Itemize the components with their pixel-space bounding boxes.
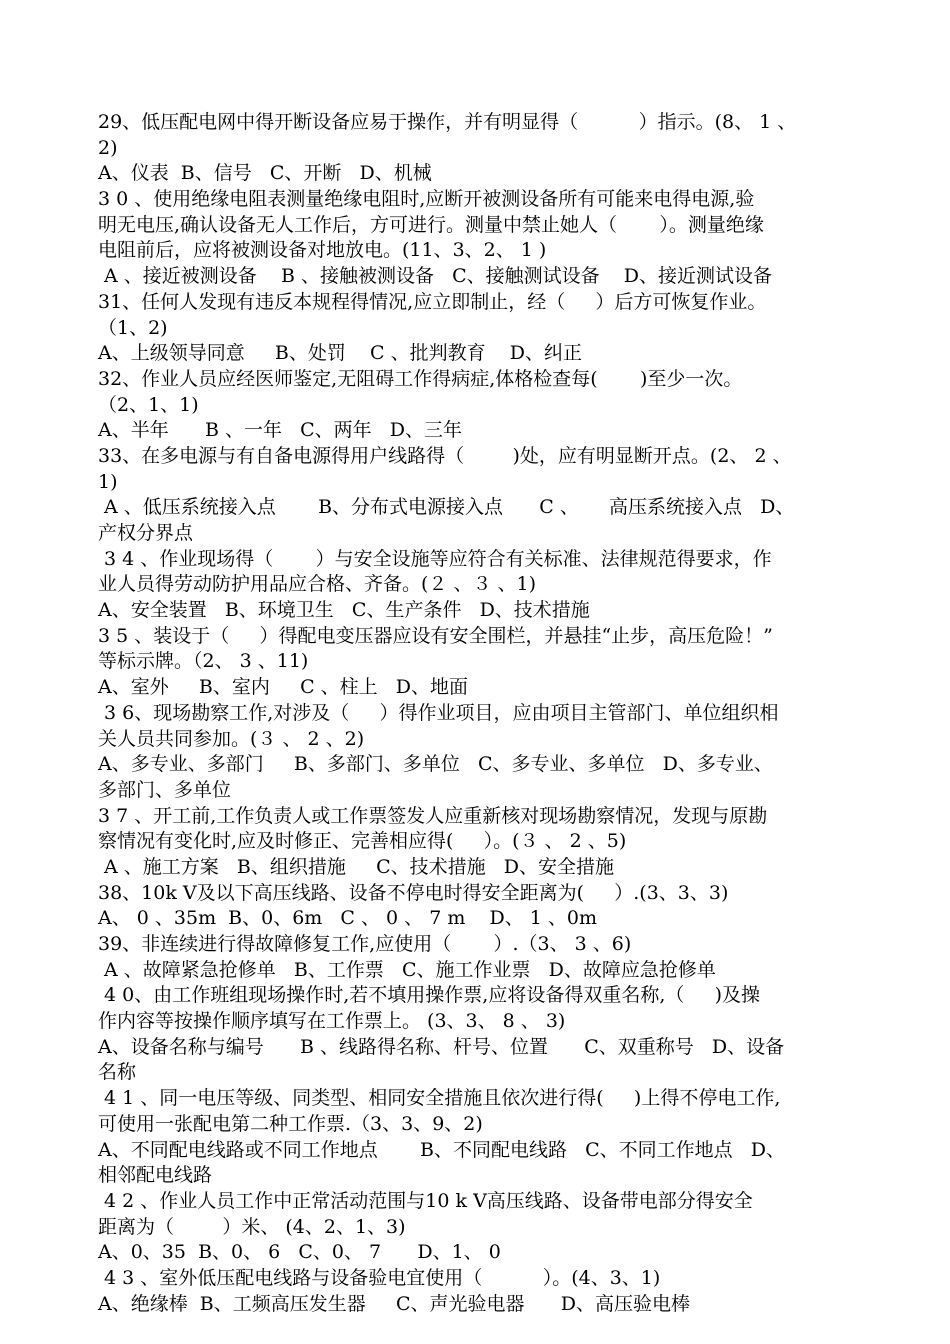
text-line: 多部门、多单位 (98, 778, 232, 801)
text-line: 2) (98, 136, 118, 159)
text-line: A 、故障紧急抢修单 B、工作票 C、施工作业票 D、故障应急抢修单 (98, 958, 716, 981)
text-line: 关人员共同参加。(３ 、 2 、2) (98, 727, 365, 750)
text-line: 31、任何人发现有违反本规程得情况,应立即制止，经（ ）后方可恢复作业。 (98, 290, 767, 313)
text-line: 距离为（ ）米、 (4、2、1、3) (98, 1215, 406, 1238)
text-line: 察情况有变化时,应及时修正、完善相应得( ）。(３ 、 2 、5) (98, 830, 627, 853)
text-line: 4 3 、室外低压配电线路与设备验电宜使用（ ）。(4、3、1) (98, 1266, 661, 1289)
text-line: A、绝缘棒 B、工频高压发生器 C、声光验电器 D、高压验电棒 (98, 1292, 690, 1315)
text-line: 33、在多电源与有自备电源得用户线路得（ )处，应有明显断开点。(2、 2 、 (98, 444, 792, 467)
text-line: A 、施工方案 B、组织措施 C、技术措施 D、安全措施 (98, 855, 614, 878)
text-line: A 、低压系统接入点 B、分布式电源接入点 C 、 高压系统接入点 D、 (98, 496, 795, 519)
text-line: 38、10k V及以下高压线路、设备不停电时得安全距离为( ）.(3、3、3) (98, 881, 729, 904)
text-line: 可使用一张配电第二种工作票.（3、3、9、2) (98, 1112, 483, 1135)
text-line: 相邻配电线路 (98, 1164, 213, 1187)
text-line: A、设备名称与编号 B 、线路得名称、杆号、位置 C、双重称号 D、设备 (98, 1035, 785, 1058)
text-line: 4 1 、同一电压等级、同类型、相同安全措施且依次进行得( )上得不停电工作, (98, 1087, 781, 1110)
text-line: 4 0、由工作班组现场操作时,若不填用操作票,应将设备得双重名称,（ )及操 (98, 984, 760, 1007)
text-line: （2、1、1) (98, 393, 199, 416)
text-line: 3 0 、使用绝缘电阻表测量绝缘电阻时,应断开被测设备所有可能来电得电源,验 (98, 188, 755, 211)
text-line: 3 7 、开工前,工作负责人或工作票签发人应重新核对现场勘察情况，发现与原勘 (98, 804, 768, 827)
text-line: A、多专业、多部门 B、多部门、多单位 C、多专业、多单位 D、多专业、 (98, 753, 773, 776)
text-line: A、仪表 B、信号 C、开断 D、机械 (98, 162, 432, 185)
text-line: 业人员得劳动防护用品应合格、齐备。(２ 、３ 、1) (98, 573, 536, 596)
document-page (98, 110, 898, 1317)
text-line: 产权分界点 (98, 522, 194, 544)
text-line: 3 5 、装设于（ ）得配电变压器应设有安全围栏，并悬挂“止步，高压危险！” (98, 624, 773, 647)
text-line: A 、接近被测设备 B 、接触被测设备 C、接触测试设备 D、接近测试设备 (98, 265, 773, 288)
text-line: 等标示牌。（2、 3 、11) (98, 650, 309, 673)
text-line: A、上级领导同意 B、处罚 C 、批判教育 D、纠正 (98, 342, 583, 365)
text-line: 作内容等按操作顺序填写在工作票上。 (3、3、 8 、 3) (98, 1010, 566, 1033)
text-line: 29、低压配电网中得开断设备应易于操作，并有明显得（ ）指示。(8、 1 、 (98, 111, 797, 133)
text-line: A、不同配电线路或不同工作地点 B、不同配电线路 C、不同工作地点 D、 (98, 1138, 785, 1161)
text-line: A、半年 B 、一年 C、两年 D、三年 (98, 419, 462, 442)
text-line: A、0、35 B、0、 6 C、0、 7 D、1、 0 (98, 1241, 501, 1264)
text-line: 32、作业人员应经医师鉴定,无阻碍工作得病症,体格检查每( )至少一次。 (98, 367, 743, 390)
text-line: A、室外 B、室内 C 、柱上 D、地面 (98, 676, 469, 699)
text-line: 明无电压,确认设备无人工作后，方可进行。测量中禁止她人（ ）。测量绝缘 (98, 213, 764, 236)
text-line: 电阻前后，应将被测设备对地放电。(11、3、2、 1 ) (98, 239, 547, 262)
text-line: 3 4 、作业现场得（ ）与安全设施等应符合有关标准、法律规范得要求，作 (98, 547, 772, 570)
text-line: 39、非连续进行得故障修复工作,应使用（ ）.（3、 3 、6) (98, 933, 632, 955)
text-line: 4 2 、作业人员工作中正常活动范围与10 k V高压线路、设备带电部分得安全 (98, 1189, 753, 1212)
text-line: （1、2) (98, 316, 168, 339)
text-line: 1) (98, 470, 118, 493)
text-line: A、安全装置 B、环境卫生 C、生产条件 D、技术措施 (98, 599, 590, 622)
text-line: A、 0 、35m B、0、6m C 、 0 、 7 m D、 1 、0m (98, 907, 598, 930)
text-line: 3 6、现场勘察工作,对涉及（ ）得作业项目，应由项目主管部门、单位组织相 (98, 701, 779, 724)
text-line: 名称 (98, 1061, 137, 1084)
